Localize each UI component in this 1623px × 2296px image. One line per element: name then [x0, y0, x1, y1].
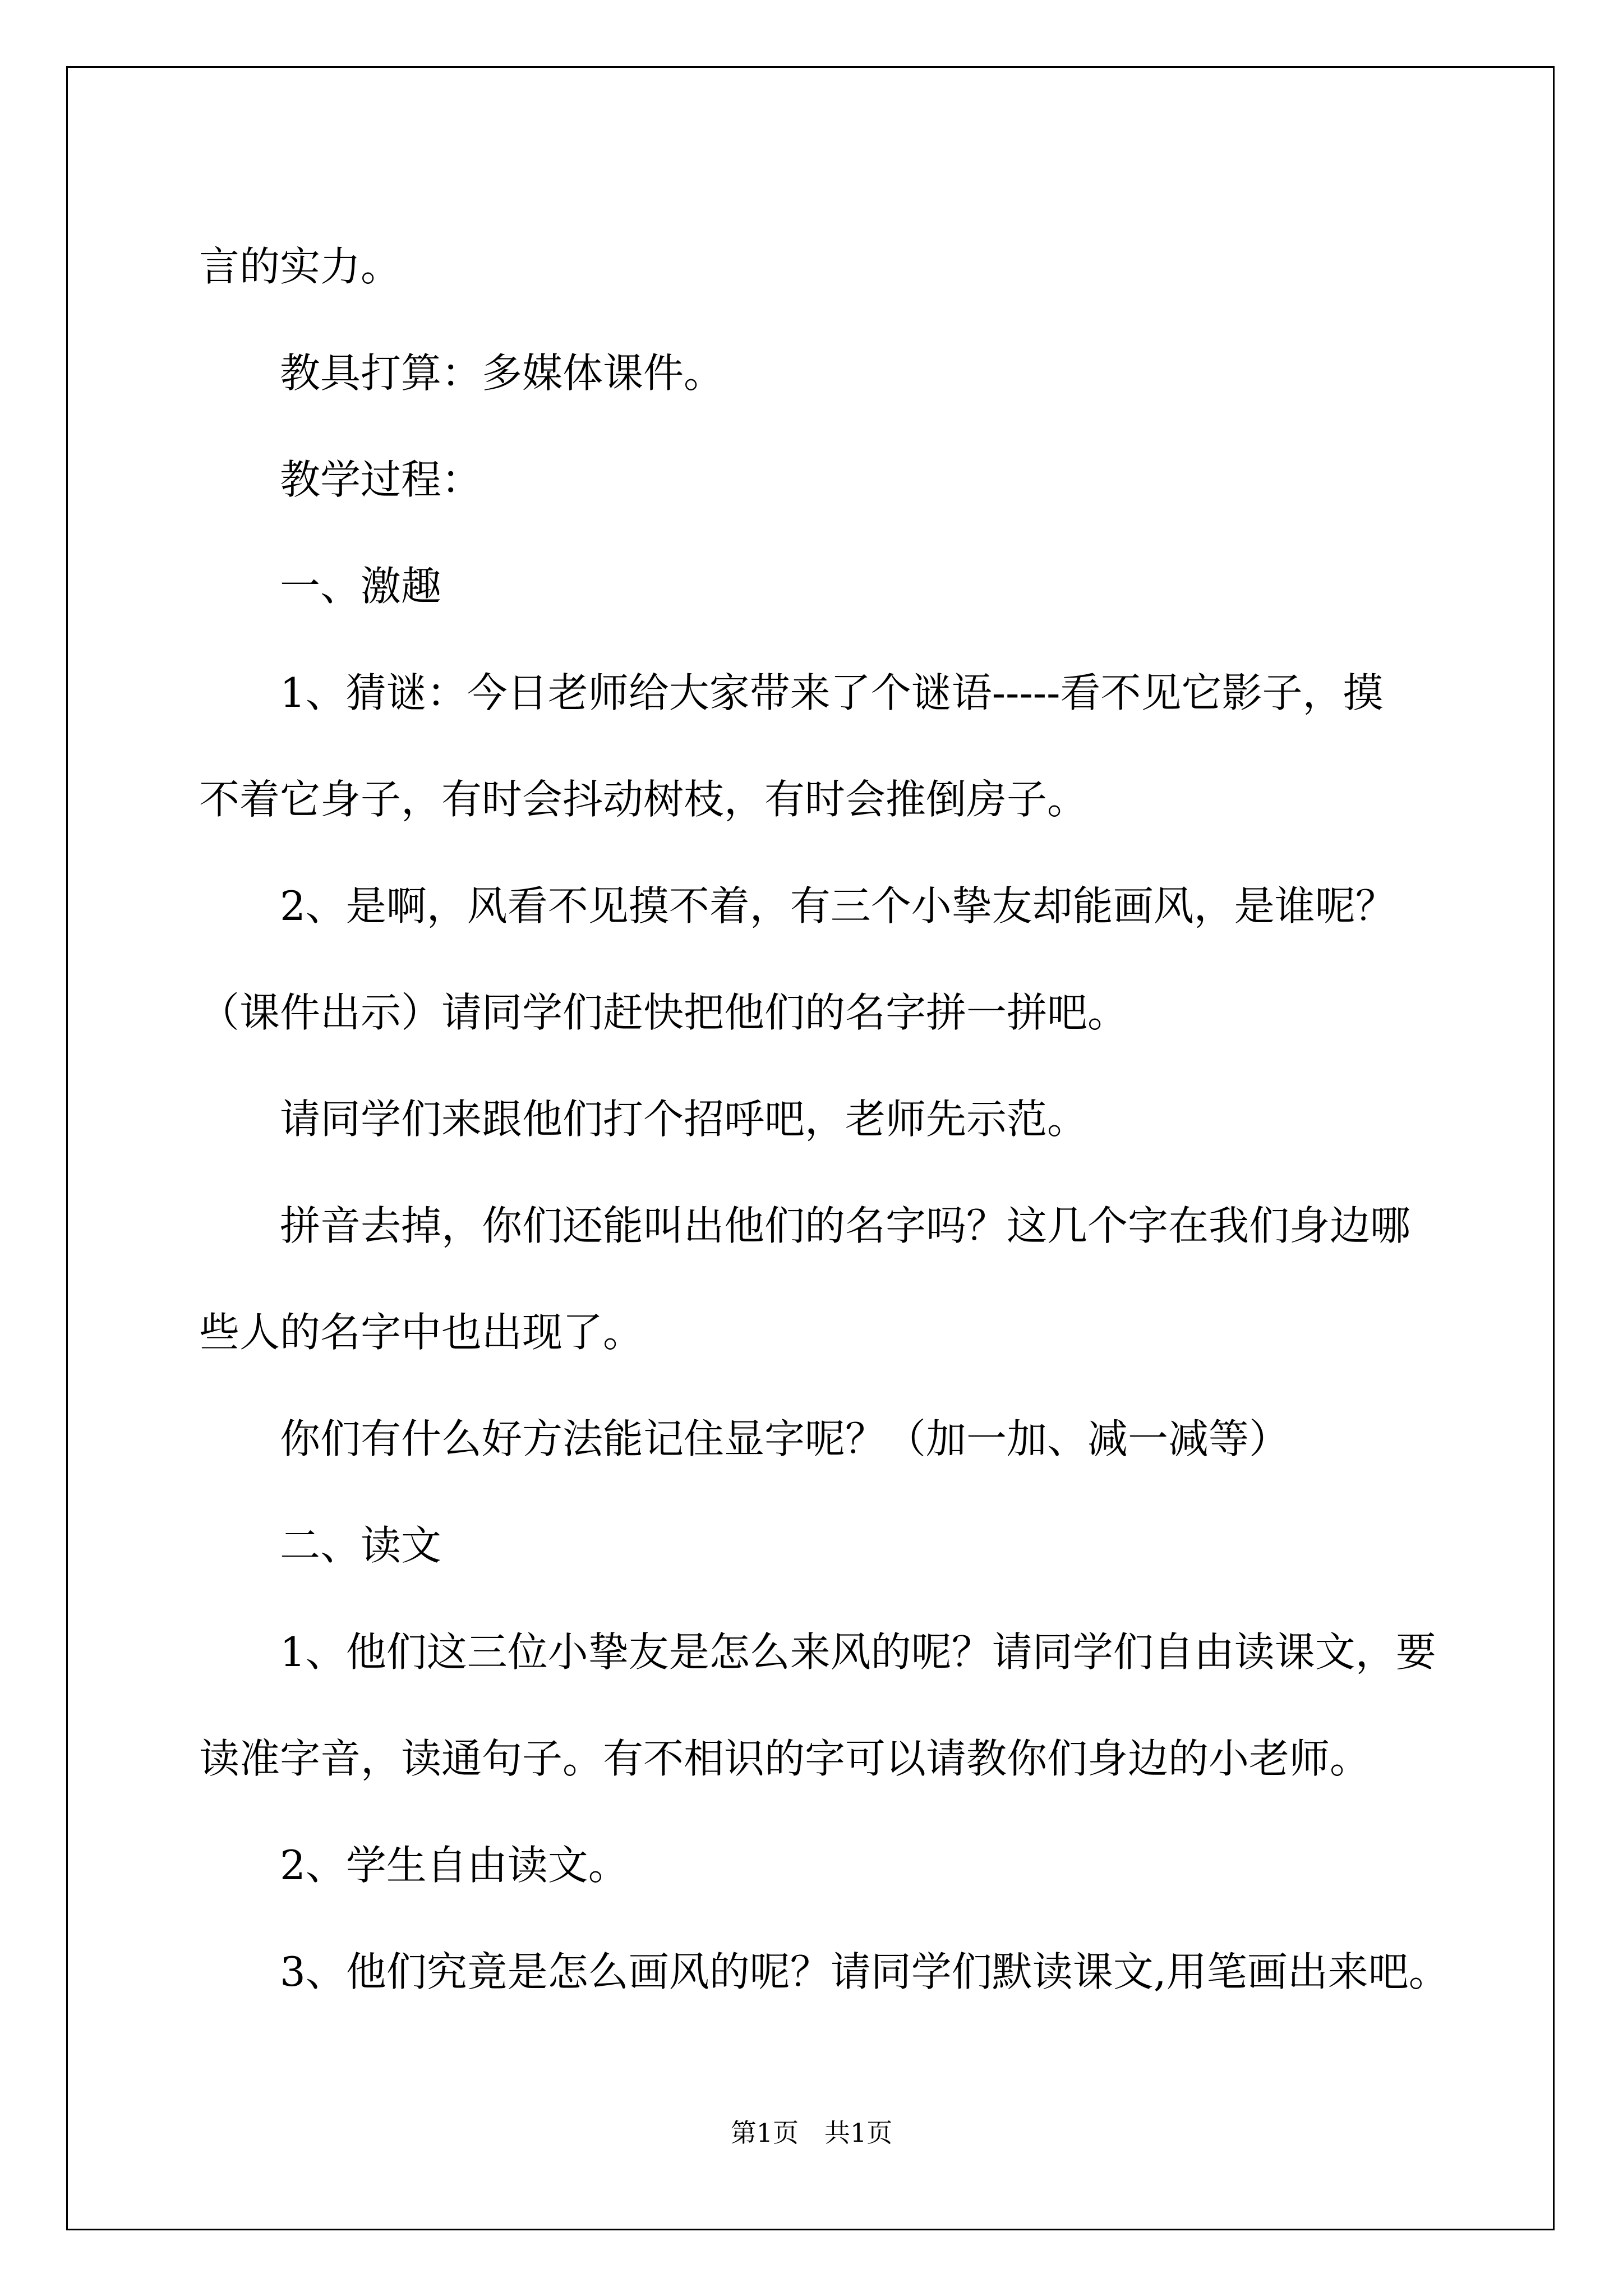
paragraph-7-line-1: 请同学们来跟他们打个招呼吧，老师先示范。 — [280, 1096, 1088, 1143]
paragraph-6-line-2: （课件出示）请同学们赶快把他们的名字拼一拼吧。 — [199, 989, 1128, 1036]
paragraph-1-line-1: 言的实力。 — [199, 243, 402, 290]
paragraph-2-line-1: 教具打算：多媒体课件。 — [280, 349, 725, 397]
paragraph-9-line-1: 你们有什么好方法能记住显字呢？（加一加、减一减等） — [280, 1415, 1290, 1462]
paragraph-4-line-1: 一、激趣 — [280, 563, 442, 610]
page-footer: 第1页 共1页 — [730, 2118, 893, 2148]
paragraph-3-line-1: 教学过程： — [280, 456, 482, 503]
paragraph-10-line-1: 二、读文 — [280, 1522, 442, 1569]
paragraph-12-line-1: 2、学生自由读文。 — [280, 1842, 629, 1889]
paragraph-11-line-1: 1、他们这三位小挚友是怎么来风的呢？请同学们自由读课文，要 — [280, 1628, 1436, 1676]
paragraph-11-line-2: 读准字音，读通句子。有不相识的字可以请教你们身边的小老师。 — [199, 1735, 1371, 1782]
paragraph-5-line-2: 不着它身子，有时会抖动树枝，有时会推倒房子。 — [199, 776, 1088, 823]
paragraph-8-line-1: 拼音去掉，你们还能叫出他们的名字吗？这几个字在我们身边哪 — [280, 1202, 1411, 1249]
document-body — [199, 213, 1449, 2025]
paragraph-8-line-2: 些人的名字中也出现了。 — [199, 1309, 644, 1356]
paragraph-5-line-1: 1、猜谜：今日老师给大家带来了个谜语-----看不见它影子，摸 — [280, 669, 1384, 716]
paragraph-13-line-1: 3、他们究竟是怎么画风的呢？请同学们默读课文,用笔画出来吧。 — [280, 1948, 1449, 1995]
paragraph-6-line-1: 2、是啊，风看不见摸不着，有三个小挚友却能画风，是谁呢？ — [280, 882, 1396, 930]
